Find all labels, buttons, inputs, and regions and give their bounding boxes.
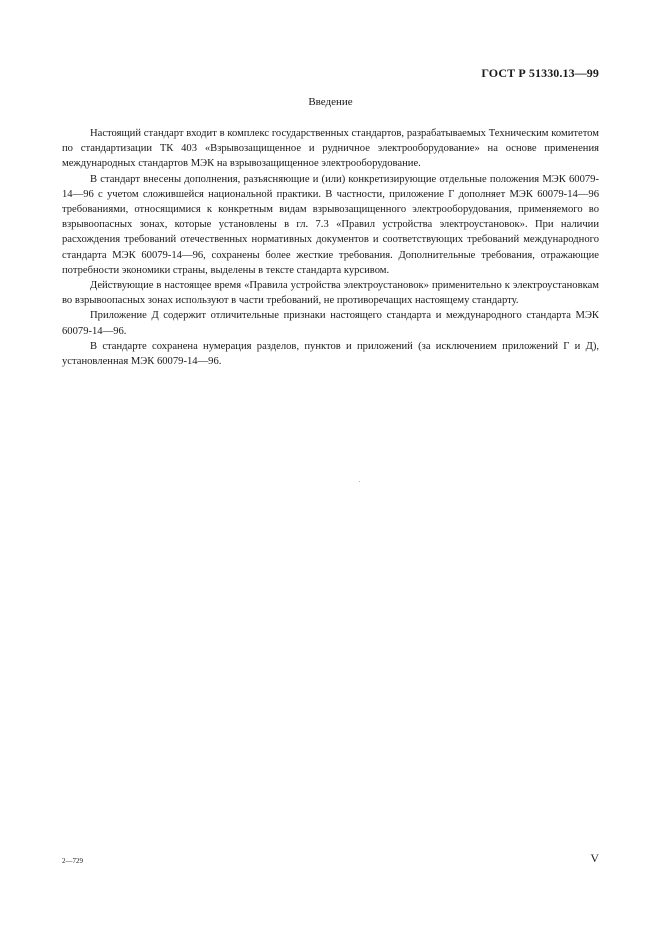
- standard-code-header: ГОСТ Р 51330.13—99: [481, 66, 599, 80]
- introduction-body: [62, 126, 599, 369]
- page-number: V: [590, 851, 599, 865]
- paragraph-4: Приложение Д содержит отличительные признаки настоящего стандарта и международного стандарта МЭК 60079-14—96.: [62, 310, 599, 337]
- paragraph-2: В стандарт внесены дополнения, разъясняющие и (или) конкретизирующие отдельные положения МЭК 60079-14—96 с учетом сложившейся национальной практики. В частности, приложение Г дополняет МЭК 60079-14—96 требованиями, относящимися к конкретным видам взрывозащищенного электрооборудования, применяемого во взрывоопасных зонах, которые установлены в гл. 7.3 «Правил устройства электроустановок». При наличии расхождения требований отечественных нормативных документов и соответствующих требований международного стандарта МЭК 60079-14—96, сохранены более жесткие требования. Дополнительные требования, отражающие потребности экономики страны, выделены в тексте стандарта курсивом.: [62, 173, 599, 276]
- section-title: Введение: [308, 96, 353, 108]
- scan-speck: [359, 481, 360, 482]
- paragraph-5: В стандарте сохранена нумерация разделов, пунктов и приложений (за исключением приложений Г и Д), установленная МЭК 60079-14—96.: [62, 340, 599, 368]
- paragraph-3: Действующие в настоящее время «Правила устройства электроустановок» применительно к электроустановкам во взрывоопасных зонах используют в части требований, не противоречащих настоящему стандарту.: [62, 280, 599, 307]
- print-mark: 2—729: [62, 857, 83, 865]
- paragraph-1: Настоящий стандарт входит в комплекс государственных стандартов, разрабатываемых Техническим комитетом по стандартизации ТК 403 «Взрывозащищенное и рудничное электрооборудование» на основе применения международных стандартов МЭК на взрывозащищенное электрооборудование.: [62, 128, 599, 170]
